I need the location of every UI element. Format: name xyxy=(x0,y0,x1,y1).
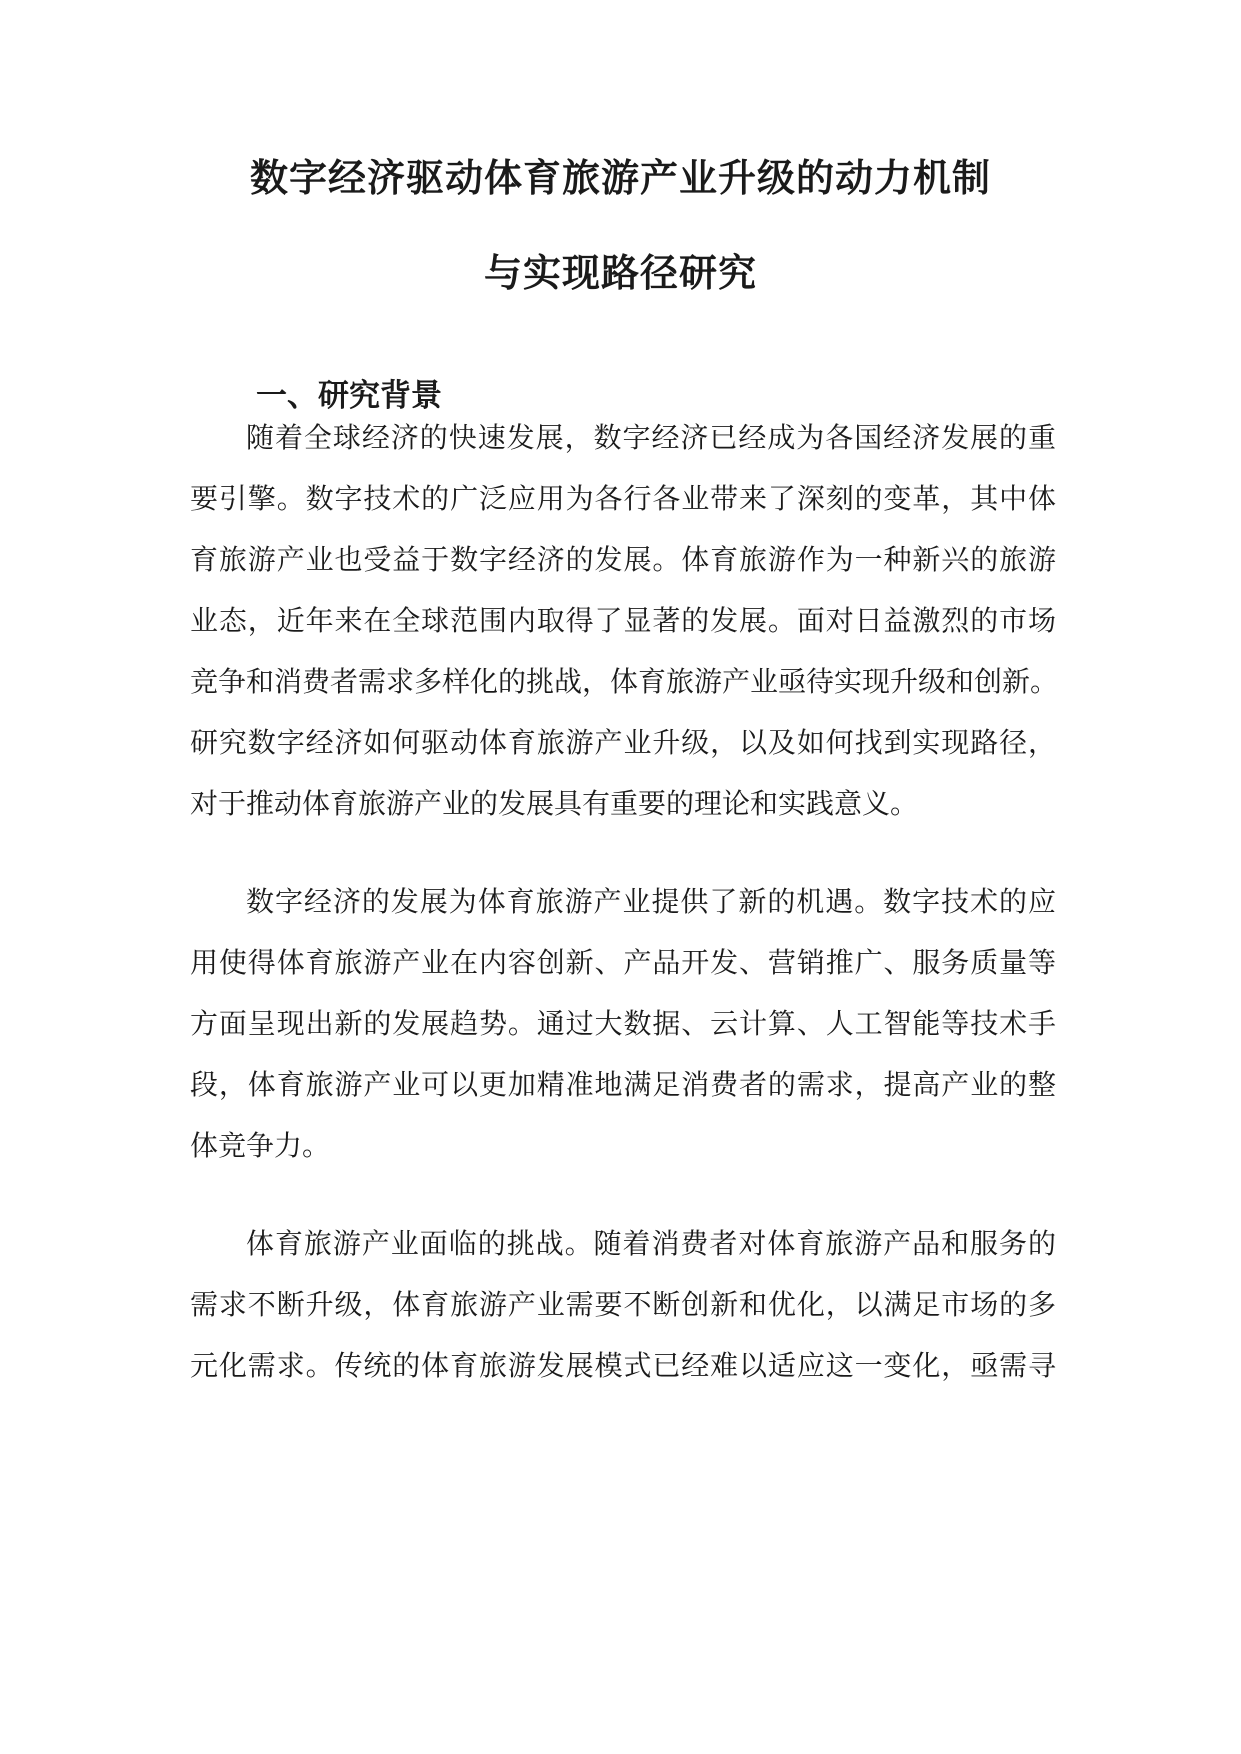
document-title-line-2: 与实现路径研究 xyxy=(483,251,757,295)
paragraph-line: 用使得体育旅游产业在内容创新、产品开发、营销推广、服务质量等 xyxy=(190,946,1056,979)
section-heading: 一、研究背景 xyxy=(256,378,442,414)
paragraph-line: 需求不断升级，体育旅游产业需要不断创新和优化，以满足市场的多 xyxy=(190,1288,1056,1321)
paragraph-line: 体竞争力。 xyxy=(190,1129,331,1162)
paragraph-line: 数字经济的发展为体育旅游产业提供了新的机遇。数字技术的应 xyxy=(246,885,1056,918)
paragraph-line: 元化需求。传统的体育旅游发展模式已经难以适应这一变化，亟需寻 xyxy=(190,1349,1056,1382)
document-title-line-1: 数字经济驱动体育旅游产业升级的动力机制 xyxy=(249,156,991,200)
paragraph-line: 方面呈现出新的发展趋势。通过大数据、云计算、人工智能等技术手 xyxy=(190,1007,1056,1040)
paragraph-line: 要引擎。数字技术的广泛应用为各行各业带来了深刻的变革，其中体 xyxy=(190,482,1056,515)
paragraph-line: 竞争和消费者需求多样化的挑战，体育旅游产业亟待实现升级和创新。 xyxy=(190,665,1059,698)
paragraph-line: 业态，近年来在全球范围内取得了显著的发展。面对日益激烈的市场 xyxy=(190,604,1056,637)
paragraph-line: 随着全球经济的快速发展，数字经济已经成为各国经济发展的重 xyxy=(246,421,1056,454)
paragraph-line: 研究数字经济如何驱动体育旅游产业升级，以及如何找到实现路径， xyxy=(190,726,1056,759)
paragraph-line: 段，体育旅游产业可以更加精准地满足消费者的需求，提高产业的整 xyxy=(190,1068,1056,1101)
paragraph-line: 对于推动体育旅游产业的发展具有重要的理论和实践意义。 xyxy=(190,787,919,820)
paragraph-line: 育旅游产业也受益于数字经济的发展。体育旅游作为一种新兴的旅游 xyxy=(190,543,1056,576)
paragraph-line: 体育旅游产业面临的挑战。随着消费者对体育旅游产品和服务的 xyxy=(246,1227,1056,1260)
